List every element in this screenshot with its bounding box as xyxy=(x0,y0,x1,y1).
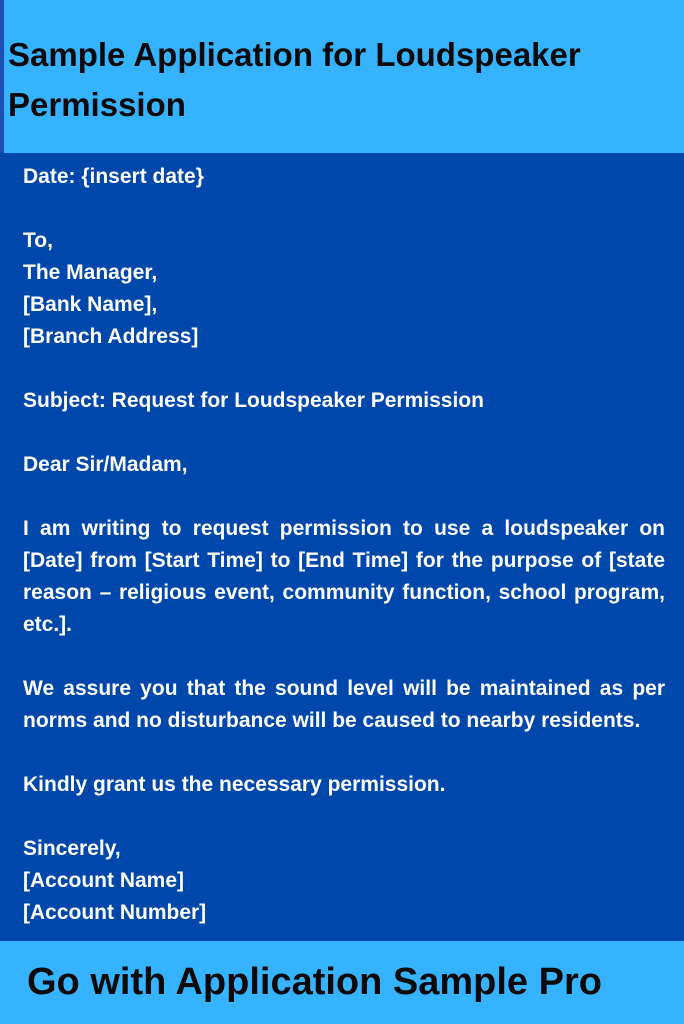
letter-salutation: Dear Sir/Madam, xyxy=(23,453,188,476)
letter-body xyxy=(23,161,665,929)
footer-tagline: Go with Application Sample Pro xyxy=(27,961,602,1003)
footer-banner xyxy=(0,941,684,1024)
recipient-designation: The Manager, xyxy=(23,261,158,284)
recipient-branch-address: [Branch Address] xyxy=(23,325,199,348)
recipient-to: To, xyxy=(23,229,53,252)
letter-date: Date: {insert date} xyxy=(23,165,204,188)
account-number: [Account Number] xyxy=(23,901,207,924)
letter-paragraph-closing-request: Kindly grant us the necessary permission. xyxy=(23,773,446,796)
closing-block xyxy=(23,833,665,929)
recipient-block xyxy=(23,225,665,353)
letter-subject: Subject: Request for Loudspeaker Permission xyxy=(23,389,484,412)
letter-paragraph-assurance: We assure you that the sound level will be maintained as per norms and no disturbance will be caused to nearby residents. xyxy=(23,677,665,732)
header-banner xyxy=(0,0,684,153)
recipient-bank-name: [Bank Name], xyxy=(23,293,158,316)
page-title: Sample Application for Loudspeaker Permission xyxy=(8,36,581,123)
account-name: [Account Name] xyxy=(23,869,185,892)
letter-paragraph-request: I am writing to request permission to use a loudspeaker on [Date] from [Start Time] to [End Time] for the purpose of [state reason – religious event, community function, school program, etc.]. xyxy=(23,517,665,636)
sign-off: Sincerely, xyxy=(23,837,121,860)
letter-panel xyxy=(0,153,684,941)
